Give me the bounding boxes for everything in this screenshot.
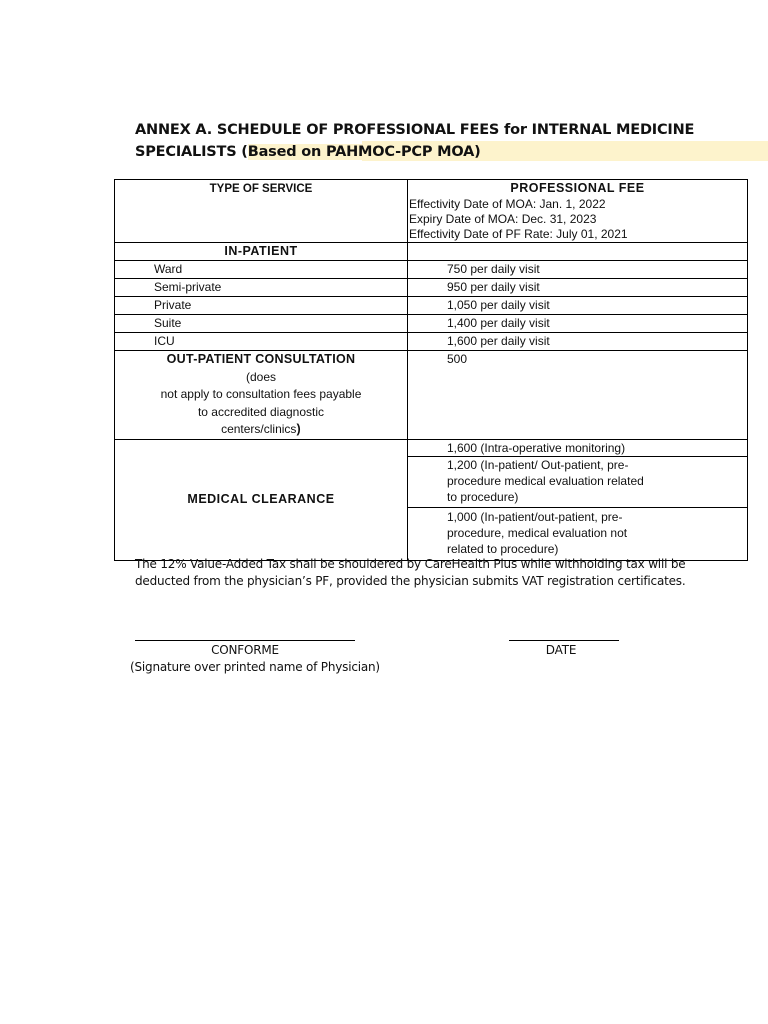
vat-note-line-2: deducted from the physician’s PF, provided the physician submits VAT registration certificates. bbox=[135, 574, 686, 588]
vat-note-line-1: The 12% Value-Added Tax shall be shouldered by CareHealth Plus while withholding tax will be bbox=[135, 557, 686, 571]
outpatient-note-1: (does bbox=[245, 369, 277, 384]
fee-2-line-1: 1,200 (In-patient/ Out-patient, pre- bbox=[447, 457, 629, 472]
table-header-row bbox=[115, 180, 748, 243]
outpatient-note-4: centers/clinics) bbox=[221, 422, 301, 436]
header-type-of-service: TYPE OF SERVICE bbox=[115, 180, 408, 243]
outpatient-row bbox=[115, 351, 748, 440]
inpatient-heading-row bbox=[115, 243, 748, 261]
fee-icu: 1,600 per daily visit bbox=[408, 333, 748, 351]
outpatient-note-3: to accredited diagnostic bbox=[197, 404, 325, 419]
fee-3-line-3: related to procedure) bbox=[447, 541, 559, 556]
medical-clearance-row-1 bbox=[115, 439, 748, 456]
fee-3-line-1: 1,000 (In-patient/out-patient, pre- bbox=[447, 509, 623, 524]
vat-note bbox=[135, 556, 735, 590]
header-professional-fee: PROFESSIONAL FEE bbox=[510, 181, 645, 195]
service-ward: Ward bbox=[115, 261, 408, 279]
service-private: Private bbox=[115, 297, 408, 315]
service-semi-private: Semi-private bbox=[115, 279, 408, 297]
fee-private: 1,050 per daily visit bbox=[408, 297, 748, 315]
conforme-label: CONFORME bbox=[211, 643, 279, 657]
title-line-2-prefix: SPECIALISTS ( bbox=[135, 144, 248, 160]
outpatient-heading: OUT-PATIENT CONSULTATION bbox=[166, 352, 356, 366]
outpatient-note-2: not apply to consultation fees payable bbox=[160, 387, 362, 401]
inpatient-heading-empty bbox=[408, 243, 748, 261]
table-row bbox=[115, 315, 748, 333]
service-suite: Suite bbox=[115, 315, 408, 333]
table-row bbox=[115, 297, 748, 315]
inpatient-heading: IN-PATIENT bbox=[115, 243, 408, 261]
table-row bbox=[115, 333, 748, 351]
title-line-1: ANNEX A. SCHEDULE OF PROFESSIONAL FEES for INTERNAL MEDICINE bbox=[135, 122, 695, 138]
conforme-signature-line bbox=[135, 640, 355, 641]
fee-ward: 750 per daily visit bbox=[408, 261, 748, 279]
effectivity-date-moa: Effectivity Date of MOA: Jan. 1, 2022 bbox=[409, 197, 606, 211]
date-signature-line bbox=[509, 640, 619, 641]
medical-clearance-fee-3 bbox=[408, 507, 748, 560]
expiry-date-moa: Expiry Date of MOA: Dec. 31, 2023 bbox=[409, 212, 597, 226]
fee-2-line-3: to procedure) bbox=[447, 489, 519, 504]
outpatient-cell bbox=[115, 351, 408, 440]
table-row bbox=[115, 279, 748, 297]
medical-clearance-fee-1: 1,600 (Intra-operative monitoring) bbox=[408, 439, 748, 456]
medical-clearance-fee-2 bbox=[408, 456, 748, 507]
fee-semi-private: 950 per daily visit bbox=[408, 279, 748, 297]
effectivity-date-pf: Effectivity Date of PF Rate: July 01, 2021 bbox=[409, 227, 628, 241]
fee-suite: 1,400 per daily visit bbox=[408, 315, 748, 333]
title-line-2 bbox=[135, 141, 768, 163]
header-professional-fee-cell bbox=[408, 180, 748, 243]
title-line-2-highlight: Based on PAHMOC-PCP MOA) bbox=[248, 144, 487, 160]
medical-clearance-heading: MEDICAL CLEARANCE bbox=[115, 439, 408, 560]
fee-3-line-2: procedure, medical evaluation not bbox=[447, 525, 628, 540]
outpatient-fee: 500 bbox=[408, 351, 748, 440]
fee-schedule-table bbox=[114, 179, 748, 561]
conforme-sublabel: (Signature over printed name of Physician) bbox=[130, 660, 380, 674]
table-row bbox=[115, 261, 748, 279]
date-label: DATE bbox=[545, 643, 577, 657]
service-icu: ICU bbox=[115, 333, 408, 351]
document-title bbox=[135, 119, 768, 163]
fee-2-line-2: procedure medical evaluation related bbox=[447, 473, 644, 488]
